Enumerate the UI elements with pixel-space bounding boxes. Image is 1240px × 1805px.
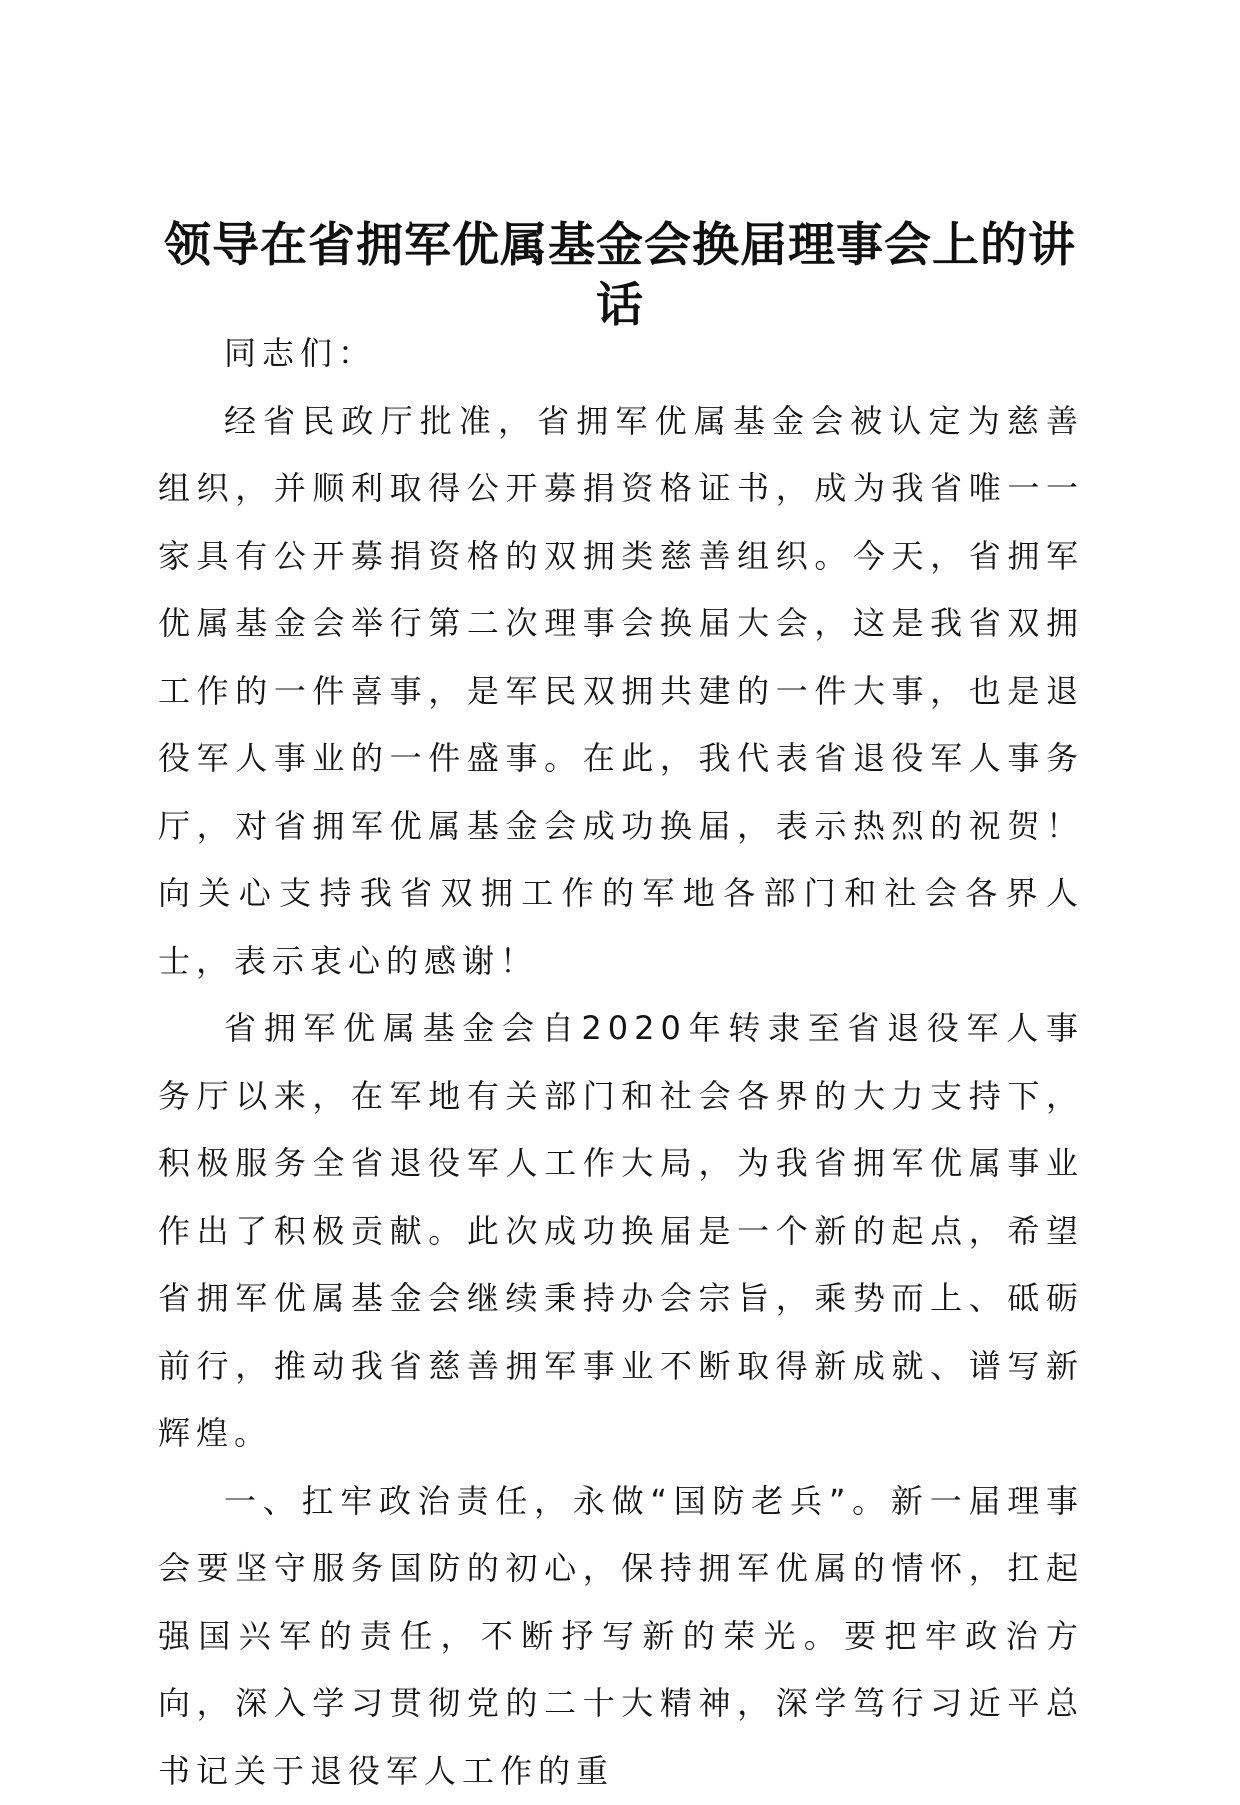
document-title: 领导在省拥军优属基金会换届理事会上的讲话 — [150, 216, 1090, 336]
body-paragraph: 省拥军优属基金会自2020年转隶至省退役军人事务厅以来，在军地有关部门和社会各界的大力支持下，积极服务全省退役军人工作大局，为我省拥军优属事业作出了积极贡献。此次成功换届是一个新的起点，希望省拥军优属基金会继续秉持办会宗旨，乘势而上、砥砺前行，推动我省慈善拥军事业不断取得新成就、谱写新辉煌。 — [158, 995, 1084, 1468]
greeting-paragraph: 同志们： — [158, 320, 1084, 388]
body-paragraph: 一、扛牢政治责任，永做“国防老兵”。新一届理事会要坚守服务国防的初心，保持拥军优属的情怀，扛起强国兴军的责任，不断抒写新的荣光。要把牢政治方向，深入学习贯彻党的二十大精神，深学笃行习近平总书记关于退役军人工作的重 — [158, 1468, 1084, 1805]
document-body — [158, 320, 1084, 1805]
body-paragraph: 经省民政厅批准，省拥军优属基金会被认定为慈善组织，并顺利取得公开募捐资格证书，成为我省唯一一家具有公开募捐资格的双拥类慈善组织。今天，省拥军优属基金会举行第二次理事会换届大会，这是我省双拥工作的一件喜事，是军民双拥共建的一件大事，也是退役军人事业的一件盛事。在此，我代表省退役军人事务厅，对省拥军优属基金会成功换届，表示热烈的祝贺！向关心支持我省双拥工作的军地各部门和社会各界人士，表示衷心的感谢！ — [158, 388, 1084, 996]
